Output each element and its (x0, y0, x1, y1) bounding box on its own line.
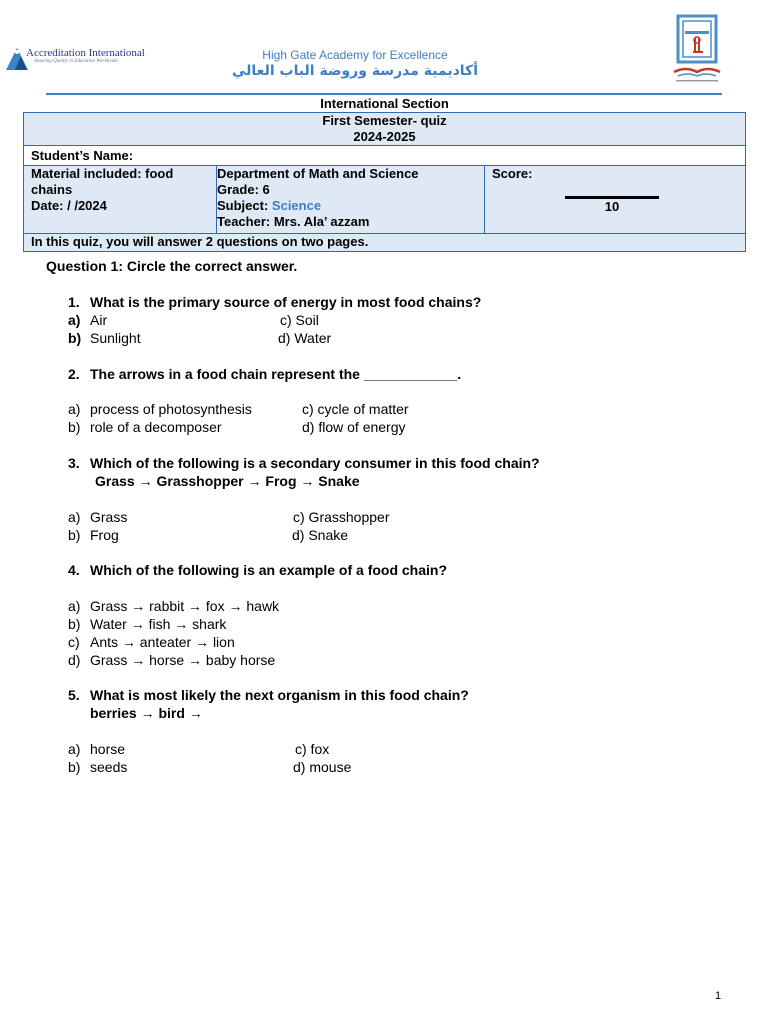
accreditation-name: Accreditation International (26, 47, 145, 59)
question-text: Which of the following is a secondary consumer in this food chain? (90, 455, 540, 471)
question-number: 3. (68, 455, 80, 471)
option-c[interactable]: c) Soil (280, 312, 319, 328)
option-text: seeds (90, 759, 128, 775)
option-c[interactable]: c) Grasshopper (293, 509, 390, 525)
accreditation-logo (4, 44, 154, 72)
option-letter: a) (68, 312, 81, 328)
question-text: Which of the following is an example of a food chain? (90, 562, 448, 578)
option-d[interactable]: d) mouse (293, 759, 352, 775)
page-number: 1 (715, 990, 722, 1002)
subject-line (217, 198, 477, 214)
option-letter: b) (68, 527, 81, 543)
accreditation-tagline: Assuring Quality in Education Worldwide (34, 59, 118, 64)
quiz-info-table (23, 96, 746, 252)
school-crest-icon (668, 14, 726, 84)
department-label: Department of Math and Science (217, 166, 419, 181)
teacher-label: Teacher: Mrs. Ala’ azzam (217, 214, 370, 229)
option-letter: a) (68, 598, 81, 614)
score-cell (485, 166, 746, 234)
question-text: What is most likely the next organism in this food chain? (90, 687, 469, 703)
option-text: Air (90, 312, 108, 328)
option-text: horse (90, 741, 126, 757)
option-c[interactable]: c) cycle of matter (302, 401, 409, 417)
question-heading: Question 1: Circle the correct answer. (46, 258, 298, 274)
option-text: Grass (90, 509, 128, 525)
option-letter: b) (68, 330, 82, 346)
food-chain-text: berries → bird → (90, 705, 203, 721)
question-number: 5. (68, 687, 80, 703)
material-label: Material included: food chains (31, 166, 174, 197)
score-total: 10 (604, 199, 620, 214)
academic-year: 2024-2025 (353, 129, 416, 144)
material-cell (24, 166, 217, 234)
semester-year-cell (24, 113, 746, 146)
option-letter: a) (68, 741, 81, 757)
option-letter: b) (68, 759, 81, 775)
option-text: Grass → rabbit → fox → hawk (90, 598, 280, 614)
option-letter: b) (68, 419, 81, 435)
instructions-row: In this quiz, you will answer 2 questions on two pages. (24, 234, 746, 252)
question-text: The arrows in a food chain represent the ____________. (90, 366, 462, 382)
department-cell (217, 166, 485, 234)
school-name-arabic: أكاديمية مدرسة وروضة الباب العالي (231, 63, 478, 79)
food-chain-text: Grass → Grasshopper → Frog → Snake (95, 473, 360, 489)
section-title: International Section (24, 96, 746, 113)
option-text: Grass → horse → baby horse (90, 652, 276, 668)
option-text: Water → fish → shark (90, 616, 227, 632)
school-name-english: High Gate Academy for Excellence (262, 48, 448, 62)
option-d[interactable]: d) Water (278, 330, 332, 346)
option-text: Ants → anteater → lion (90, 634, 235, 650)
header-divider (46, 93, 722, 95)
option-text: Frog (90, 527, 119, 543)
option-letter: d) (68, 652, 81, 668)
option-d[interactable]: d) Snake (292, 527, 349, 543)
question-number: 1. (68, 294, 80, 310)
option-d[interactable]: d) flow of energy (302, 419, 406, 435)
grade-label: Grade: 6 (217, 182, 270, 197)
question-number: 4. (68, 562, 80, 578)
option-letter: c) (68, 634, 80, 650)
question-number: 2. (68, 366, 80, 382)
student-name-field[interactable]: Student’s Name: (24, 146, 746, 166)
option-text: role of a decomposer (90, 419, 222, 435)
option-letter: b) (68, 616, 81, 632)
question-text: What is the primary source of energy in most food chains? (90, 294, 482, 310)
date-label: Date: / /2024 (31, 198, 107, 213)
option-c[interactable]: c) fox (295, 741, 330, 757)
option-letter: a) (68, 401, 81, 417)
subject-label: Subject: (217, 198, 269, 213)
option-letter: a) (68, 509, 81, 525)
score-label: Score: (492, 166, 533, 181)
semester-label: First Semester- quiz (322, 113, 447, 128)
option-text: Sunlight (90, 330, 141, 346)
subject-value: Science (271, 198, 322, 213)
option-text: process of photosynthesis (90, 401, 252, 417)
